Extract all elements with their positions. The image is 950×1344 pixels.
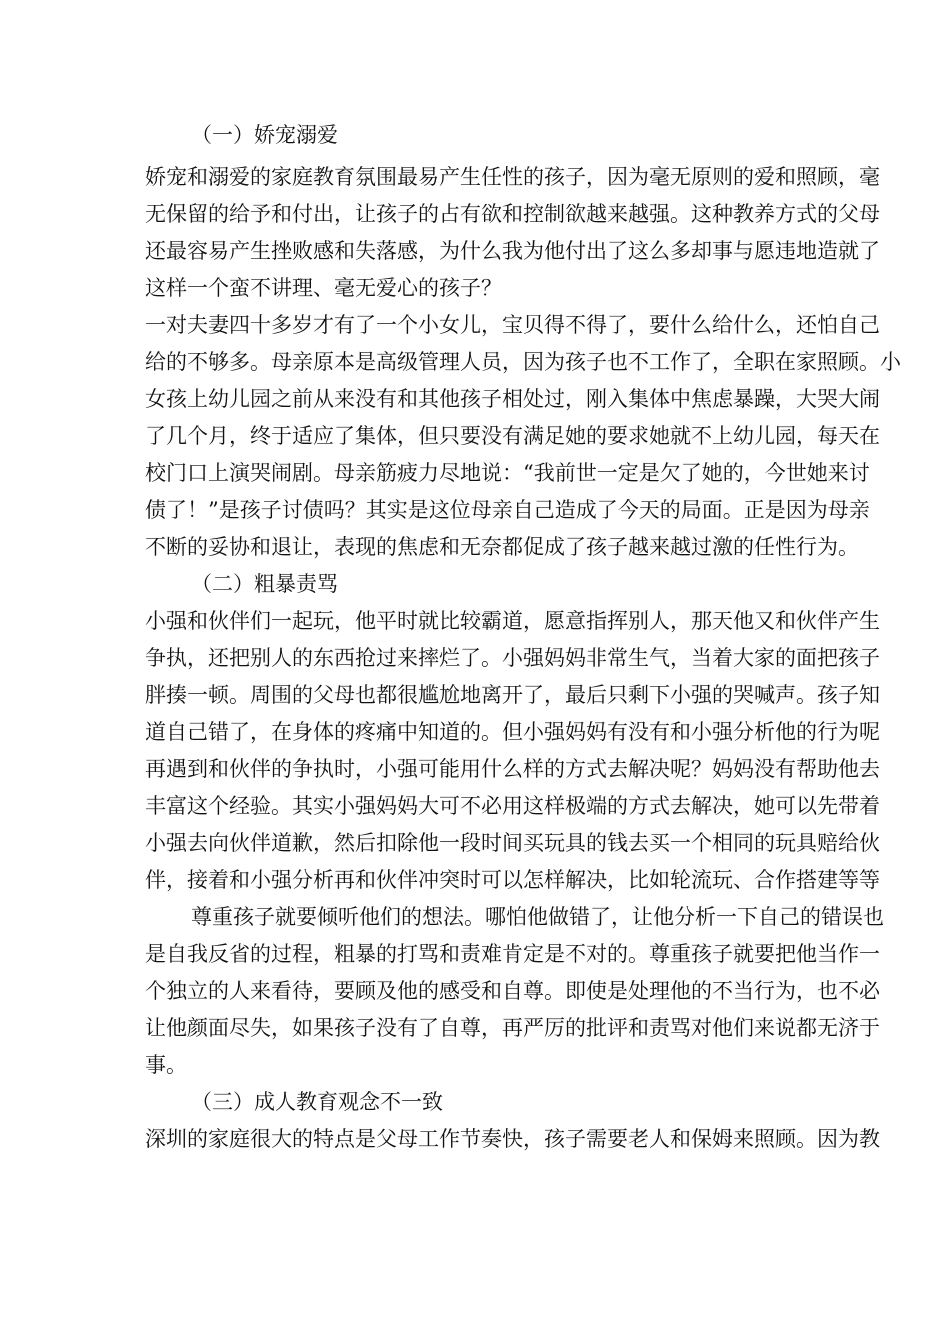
paragraph-line: 小强去向伙伴道歉，然后扣除他一段时间买玩具的钱去买一个相同的玩具赔给伙	[145, 831, 880, 855]
paragraph-line: 娇宠和溺爱的家庭教育氛围最易产生任性的孩子，因为毫无原则的爱和照顾，毫	[145, 165, 880, 189]
paragraph-line: 了几个月，终于适应了集体，但只要没有满足她的要求她就不上幼儿园，每天在	[145, 424, 880, 448]
paragraph-line: 给的不够多。母亲原本是高级管理人员，因为孩子也不工作了，全职在家照顾。小	[145, 350, 901, 374]
paragraph-line: 无保留的给予和付出，让孩子的占有欲和控制欲越来越强。这种教养方式的父母	[145, 202, 880, 226]
paragraph-line: 丰富这个经验。其实小强妈妈大可不必用这样极端的方式去解决，她可以先带着	[145, 794, 880, 818]
paragraph-line: 道自己错了，在身体的疼痛中知道的。但小强妈妈有没有和小强分析他的行为呢	[145, 720, 880, 744]
paragraph-line: 胖揍一顿。周围的父母也都很尴尬地离开了，最后只剩下小强的哭喊声。孩子知	[145, 683, 880, 707]
paragraph-line: 争执，还把别人的东西抢过来摔烂了。小强妈妈非常生气，当着大家的面把孩子	[145, 646, 880, 670]
section-heading-1: （一）娇宠溺爱	[191, 123, 338, 147]
paragraph-line: 这样一个蛮不讲理、毫无爱心的孩子？	[145, 276, 502, 300]
section-heading-2: （二）粗暴责骂	[191, 572, 338, 596]
paragraph-line: 尊重孩子就要倾听他们的想法。哪怕他做错了，让他分析一下自己的错误也	[191, 905, 884, 929]
paragraph-line: 一对夫妻四十多岁才有了一个小女儿，宝贝得不得了，要什么给什么，还怕自己	[145, 313, 880, 337]
paragraph-line: 女孩上幼儿园之前从来没有和其他孩子相处过，刚入集体中焦虑暴躁，大哭大闹	[145, 387, 880, 411]
paragraph-line: 伴，接着和小强分析再和伙伴冲突时可以怎样解决，比如轮流玩、合作搭建等等	[145, 868, 880, 892]
paragraph-line: 深圳的家庭很大的特点是父母工作节奏快，孩子需要老人和保姆来照顾。因为教	[145, 1127, 880, 1151]
paragraph-line: 个独立的人来看待，要顾及他的感受和自尊。即使是处理他的不当行为，也不必	[145, 979, 880, 1003]
paragraph-line: 校门口上演哭闹剧。母亲筋疲力尽地说：“我前世一定是欠了她的，今世她来讨	[145, 461, 870, 485]
paragraph-line: 再遇到和伙伴的争执时，小强可能用什么样的方式去解决呢？妈妈没有帮助他去	[145, 757, 880, 781]
paragraph-line: 是自我反省的过程，粗暴的打骂和责难肯定是不对的。尊重孩子就要把他当作一	[145, 942, 880, 966]
paragraph-line: 小强和伙伴们一起玩，他平时就比较霸道，愿意指挥别人，那天他又和伙伴产生	[145, 609, 880, 633]
section-heading-3: （三）成人教育观念不一致	[191, 1090, 443, 1114]
paragraph-line: 让他颜面尽失，如果孩子没有了自尊，再严厉的批评和责骂对他们来说都无济于	[145, 1016, 880, 1040]
paragraph-line: 还最容易产生挫败感和失落感，为什么我为他付出了这么多却事与愿违地造就了	[145, 239, 880, 263]
paragraph-line: 事。	[145, 1053, 187, 1077]
paragraph-line: 不断的妥协和退让，表现的焦虑和无奈都促成了孩子越来越过激的任性行为。	[145, 535, 859, 559]
paragraph-line: 债了！”是孩子讨债吗？其实是这位母亲自己造成了今天的局面。正是因为母亲	[145, 498, 870, 522]
